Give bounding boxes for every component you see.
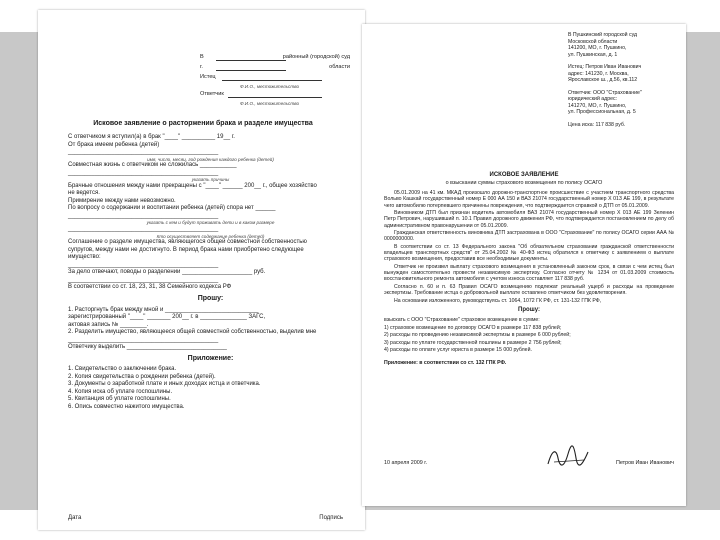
body-line: указать с кем и будут проживать дети и в каком размере (146, 220, 275, 226)
header-line: ул. Пушкинская, д. 1 (568, 51, 618, 58)
body-line: зарегистрированный "____" _______ 200__ г. в ______________ ЗАГС, (68, 314, 266, 321)
signature-scribble-icon (544, 444, 592, 470)
sign-date: 10 апреля 2009 г. (384, 460, 428, 466)
right-document-body (384, 190, 674, 366)
left-document-page (38, 10, 365, 530)
plaintiff-caption: Ф.И.О., местожительство (240, 84, 299, 89)
body-line: Совместная жизнь с ответчиком не сложилась ___________ (68, 162, 237, 169)
body-line: не ведется. (68, 190, 100, 197)
header-block (568, 122, 686, 129)
attachment-title: Приложение: в соответствии со ст. 132 ГПК РФ. (384, 359, 507, 366)
resolve-label: Прошу: (518, 306, 540, 313)
header-line: 141270, МО, г. Пушкино, (568, 102, 627, 109)
attachment-item: 4. Копия иска об уплате госпошлины. (68, 388, 173, 395)
body-line: По вопросу о содержании и воспитании ребенка (детей) спора нет ______ (68, 205, 276, 212)
body-line: Ответчику выделить ______________________________ (68, 344, 227, 351)
body-line: Кто осуществляет содержание ребенка (детей) (156, 233, 265, 239)
signature-label: Подпись (319, 515, 343, 521)
region-label: области (329, 64, 350, 70)
right-document-title: ИСКОВОЕ ЗАЯВЛЕНИЕ (489, 172, 559, 178)
body-paragraph: Виновником ДТП был признан водитель автомобиля ВАЗ 21074 государственный номер Х 013 АЕ 199 Зеленин Петр Петрович, нарушивший п. 10.1 Правил дорожного движения РФ, что подтверждается постановлением по делу об административном правонарушении от 05.01.2009. (384, 210, 674, 229)
body-line: В соответствии со ст. 18, 23, 31, 38 Семейного кодекса РФ (68, 284, 232, 291)
right-document-page (362, 24, 686, 506)
body-line: _____________________________________________ (68, 261, 219, 268)
body-line: _____________________________________________ (68, 169, 219, 176)
body-line: _____________________________________________ (68, 336, 219, 343)
defendant-label: Ответчик (200, 91, 224, 97)
right-document-subtitle: о взыскании суммы страхового возмещения по полису ОСАГО (445, 180, 603, 186)
left-document-title: Исковое заявление о расторжении брака и разделе имущества (93, 120, 313, 127)
request-item: 2) расходы по проведению независимой экспертизы в размере 6 000 рублей; (384, 332, 571, 339)
header-line: В Пушкинский городской суд (568, 32, 638, 38)
attachment-item: 2. Копия свидетельства о рождении ребенка (детей). (68, 373, 216, 380)
attachment-item: 1. Свидетельство о заключении брака. (68, 366, 177, 373)
header-block (568, 90, 686, 116)
header-block (568, 64, 686, 84)
court-label: В (200, 54, 204, 60)
attachment-item: 6. Опись совместно нажитого имущества. (68, 403, 185, 410)
body-line: _____________________________________________ (68, 149, 219, 155)
body-line: 1. Расторгнуть брак между мной и ____________________________ (68, 306, 259, 313)
body-line: _____________________________________________ (68, 226, 219, 233)
address-label: г. (200, 64, 203, 70)
request-item: 3) расходы по уплате государственной пошлины в размере 2 756 рублей; (384, 339, 562, 346)
body-paragraph: Согласно п. 60 и п. 63 Правил ОСАГО возмещению подлежат реальный ущерб и расходы на проведение экспертизы. Требование истца о добровольной выплате оставлено ответчиком без удовлетворения. (384, 283, 674, 297)
header-block (568, 32, 686, 58)
header-line: Истец: Петров Иван Иванович (568, 64, 642, 70)
body-paragraph: На основании изложенного, руководствуясь ст. 1064, 1072 ГК РФ, ст. 131-132 ГПК РФ, (394, 297, 602, 304)
request-item: взыскать с ООО "Страхование" страховое возмещение в сумме: (384, 317, 540, 324)
header-line: Ответчик: ООО "Страхование" (568, 89, 642, 96)
header-line: Московской области (568, 38, 618, 45)
header-line: Цена иска: 117 838 руб. (568, 121, 626, 128)
body-line: имущество: (68, 254, 101, 261)
body-line: С ответчиком я вступил(а) в брак "____" __________ 19__ г. (68, 134, 235, 140)
request-item: 1) страховое возмещение по договору ОСАГО в размере 117 838 рублей; (384, 324, 562, 331)
body-line: 2. Разделить имущество, являющееся общей совместной собственностью, выделив мне (68, 329, 317, 336)
body-line: За дело отвечают, поводы о разделении _____________________ руб. (68, 269, 266, 276)
resolve-label: Прошу: (197, 294, 224, 302)
sign-name: Петров Иван Иванович (615, 460, 674, 466)
plaintiff-label: Истец (200, 74, 216, 80)
body-line: супругов, между нами не достигнуто. В период брака нами приобретено следующее (68, 246, 304, 253)
body-line: От брака имеем ребенка (детей) (68, 141, 160, 148)
body-paragraph: В соответствии со ст. 13 Федерального закона "Об обязательном страховании гражданской ответственности владельцев транспортных средств" от 25.04.2002 № 40-ФЗ истец обратился к ответчику с заявлением о выплате страхового возмещения, предоставив все необходимые документы. (384, 243, 674, 263)
body-paragraph: Ответчик не произвел выплату страхового возмещения в установленный законом срок, в связи с чем истец был вынужден самостоятельно провести независимую экспертизу. Согласно отчету № 1234 от 01.03.2009 стоимость восстановительного ремонта автомобиля с учетом износа составляет 117 838 руб. (384, 263, 674, 283)
request-list (384, 317, 674, 354)
header-line: 141200, МО, г. Пушкино, (568, 45, 627, 51)
body-paragraph: Гражданская ответственность виновника ДТП застрахована в ООО "Страхование" по полису ОСАГО серии ААА № 0000000000. (384, 230, 674, 243)
body-paragraph: 05.01.2009 на 41 км. МКАД произошло дорожно-транспортное происшествие с участием транспортного средства Вольво Кашкай государственный номер Е 000 АА 150 и ВАЗ 21074 государственный номер Х 013 АЕ 199, в результате чего автомобилю потерпевшего причинены повреждения, что подтверждается справкой о ДТП от 05.01.2009. (384, 190, 674, 209)
attachment-item: 3. Документы о заработной плате и иных доходах истца и ответчика. (68, 381, 261, 388)
body-line: актовая запись № ________. (68, 321, 149, 328)
court-suffix: районный (городской) суд (282, 54, 350, 60)
header-line: Ярославское ш., д.56, кв.112 (568, 77, 638, 83)
date-label: Дата (68, 515, 82, 521)
body-line: имя, число, месяц, год рождения каждого ребенка (детей) (147, 156, 274, 162)
header-line: ул. Профессиональная, д. 5 (568, 109, 636, 115)
left-document-body (68, 134, 353, 411)
body-line: Брачные отношения между нами прекращены с "____" ______ 200__ г., общее хозяйство (68, 182, 317, 189)
request-item: 4) расходы по оплате услуг юриста в размере 15 000 рублей. (384, 347, 532, 354)
defendant-caption: Ф.И.О., местожительство (240, 101, 299, 106)
header-line: юридический адрес: (568, 96, 618, 102)
body-line: _____________________________________________ (68, 276, 219, 283)
body-line: указать причины (191, 177, 230, 183)
body-line: Примирение между нами невозможно. (68, 197, 176, 204)
body-line: Соглашение о разделе имущества, являющегося общей совместной собственностью (68, 239, 307, 246)
left-header (200, 54, 350, 108)
header-line: адрес: 141230, г. Москва, (568, 70, 629, 77)
right-header (568, 32, 686, 134)
attachment-item: 5. Квитанция об уплате госпошлины. (68, 396, 171, 403)
attachment-title: Приложение: (187, 354, 234, 362)
body-line: _____________________________________________ (68, 212, 219, 219)
